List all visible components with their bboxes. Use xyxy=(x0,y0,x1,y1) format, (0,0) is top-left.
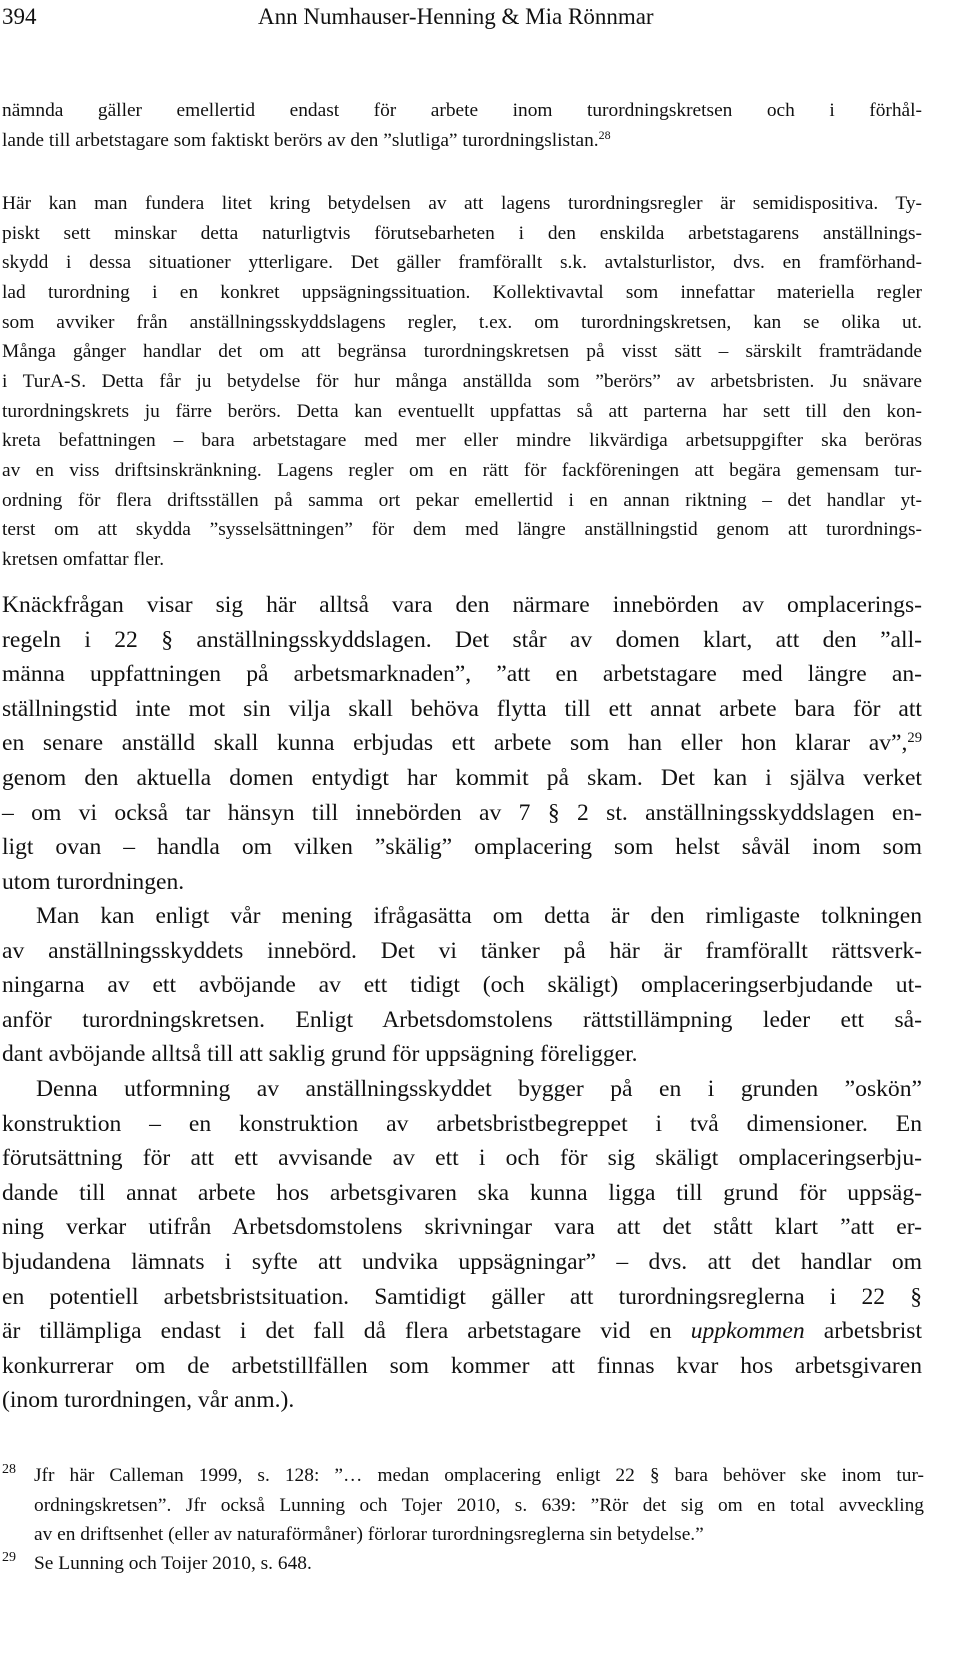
text-line: som avviker från anställningsskyddslagens regler, t.ex. om turordningskretsen, kan se olika ut. xyxy=(2,311,922,333)
footnote-number: 29 xyxy=(2,1550,16,1565)
text-line: i TurA-S. Detta får ju betydelse för hur många anställda som ”berörs” av arbetsbristen. Ju snävare xyxy=(2,370,922,392)
text-line: lande till arbetstagare som faktiskt berörs av den ”slutliga” turordningslistan.$^{28}$ xyxy=(2,128,611,151)
text-line: kreta befattningen – bara arbetstagare med mer eller mindre likvärdiga arbetsuppgifter ska beröras xyxy=(2,430,922,452)
text-line: av en viss driftsinskränkning. Lagens regler om en rätt för fackföreningen att begära gemensam tur- xyxy=(2,459,922,481)
text-line: (inom turordningen, vår anm.). xyxy=(2,1387,295,1414)
page-number: 394 xyxy=(2,4,37,29)
text-line: – om vi också tar hänsyn till innebörden av 7 § 2 st. anställningsskyddslagen en- xyxy=(2,799,922,826)
text-line: är tillämpliga endast i det fall då flera arbetstagare vid en uppkommen arbetsbrist xyxy=(2,1318,922,1345)
footnote-line: av en driftsenhet (eller av naturaförmåner) förlorar turordningsreglerna sin betydelse.” xyxy=(34,1524,704,1545)
text-line: kretsen omfattar fler. xyxy=(2,548,165,570)
paragraph-4 xyxy=(2,899,922,1072)
paragraph-2 xyxy=(2,189,922,575)
text-line: terst om att skydda ”sysselsättningen” för dem med längre anställningstid genom att turordnings- xyxy=(2,519,922,541)
text-line: förutsättning för att ett avvisande av ett i och för sig skäligt omplaceringserbju- xyxy=(2,1145,922,1172)
text-line: Man kan enligt vår mening ifrågasätta om detta är den rimligaste tolkningen xyxy=(36,903,922,929)
paragraph-1 xyxy=(2,96,922,155)
footnote-line: Jfr här Calleman 1999, s. 128: ”… medan omplacering enligt 22 § bara behöver ske inom tur- xyxy=(34,1465,924,1486)
text-line: anför turordningskretsen. Enligt Arbetsdomstolens rättstillämpning leder ett så- xyxy=(2,1006,922,1033)
text-line: en potentiell arbetsbristsituation. Samtidigt gäller att turordningsreglerna i 22 § xyxy=(2,1283,922,1310)
footnote-ref-28: 28 xyxy=(598,128,611,143)
paragraph-3 xyxy=(2,588,922,899)
text-line: Denna utformning av anställningsskyddet bygger på en i grunden ”oskön” xyxy=(36,1076,922,1102)
text-line: lad turordning i en konkret uppsägningssituation. Kollektivavtal som innefattar materiella regler xyxy=(2,281,922,303)
italic-term: uppkommen xyxy=(690,1318,805,1345)
text-line: Här kan man fundera litet kring betydelsen av att lagens turordningsregler är semidispositiva. Ty- xyxy=(2,193,922,214)
text-line: skydd i dessa situationer ytterligare. Det gäller framförallt s.k. avtalsturlistor, dvs. en framförhand- xyxy=(2,252,922,274)
text-line: ningarna av ett avböjande av ett tidigt (och skäligt) omplaceringserbjudande ut- xyxy=(2,972,922,999)
text-line: Många gånger handlar det om att begränsa turordningskretsen på visst sätt – särskilt framträdande xyxy=(2,341,922,363)
text-line: piskt sett minskar detta naturligtvis förutsebarheten i den enskilda arbetstagarens anställnings- xyxy=(2,222,922,244)
text-line: ning verkar utifrån Arbetsdomstolens skrivningar vara att det stått klart ”att er- xyxy=(2,1214,922,1241)
text-line: ligt ovan – handla om vilken ”skälig” omplacering som helst såväl inom som xyxy=(2,834,922,861)
text-line: dande till annat arbete hos arbetsgivaren ska kunna ligga till grund för uppsäg- xyxy=(2,1179,922,1206)
text-line: konstruktion – en konstruktion av arbetsbristbegreppet i två dimensioner. En xyxy=(2,1110,922,1137)
running-head: Ann Numhauser-Henning & Mia Rönnmar xyxy=(258,4,654,29)
footnote-number: 28 xyxy=(2,1462,16,1477)
text-line: männa uppfattningen på arbetsmarknaden”, ”att en arbetstagare med längre an- xyxy=(2,661,922,688)
page-header xyxy=(0,0,960,34)
text-line: regeln i 22 § anställningsskyddslagen. Det står av domen klart, att den ”all- xyxy=(2,626,922,653)
text-line: en senare anställd skall kunna erbjudas ett arbete som han eller hon klarar av”,$^{29}$ xyxy=(2,730,922,757)
footnote-line: Se Lunning och Toijer 2010, s. 648. xyxy=(34,1553,312,1574)
paragraph-5 xyxy=(2,1072,922,1418)
footnote-ref-29: 29 xyxy=(907,730,922,747)
text-line: turordningskrets ju färre berörs. Detta kan eventuellt uppfattas så att parterna har sett till den kon- xyxy=(2,400,922,422)
text-line: nämnda gäller emellertid endast för arbete inom turordningskretsen och i förhål- xyxy=(2,100,922,121)
text-line: dant avböjande alltså till att saklig grund för uppsägning föreligger. xyxy=(2,1041,638,1068)
text-line: Knäckfrågan visar sig här alltså vara den närmare innebörden av omplacerings- xyxy=(2,592,922,618)
text-line: utom turordningen. xyxy=(2,868,185,895)
text-line: bjudandena lämnats i syfte att undvika uppsägningar” – dvs. att det handlar om xyxy=(2,1248,922,1275)
text-line: genom den aktuella domen entydigt har kommit på skam. Det kan i själva verket xyxy=(2,764,922,791)
text-line: konkurrerar om de arbetstillfällen som kommer att finnas kvar hos arbetsgivaren xyxy=(2,1352,922,1379)
footnote-line: ordningskretsen”. Jfr också Lunning och Tojer 2010, s. 639: ”Rör det sig om en total avveckling xyxy=(34,1494,924,1516)
text-line: ställningstid inte mot sin vilja skall behöva flytta till ett annat arbete bara för att xyxy=(2,695,922,722)
text-line: ordning för flera driftsställen på samma ort pekar emellertid i en annan riktning – det handlar yt- xyxy=(2,489,922,511)
text-line: av anställningsskyddets innebörd. Det vi tänker på här är framförallt rättsverk- xyxy=(2,937,922,964)
